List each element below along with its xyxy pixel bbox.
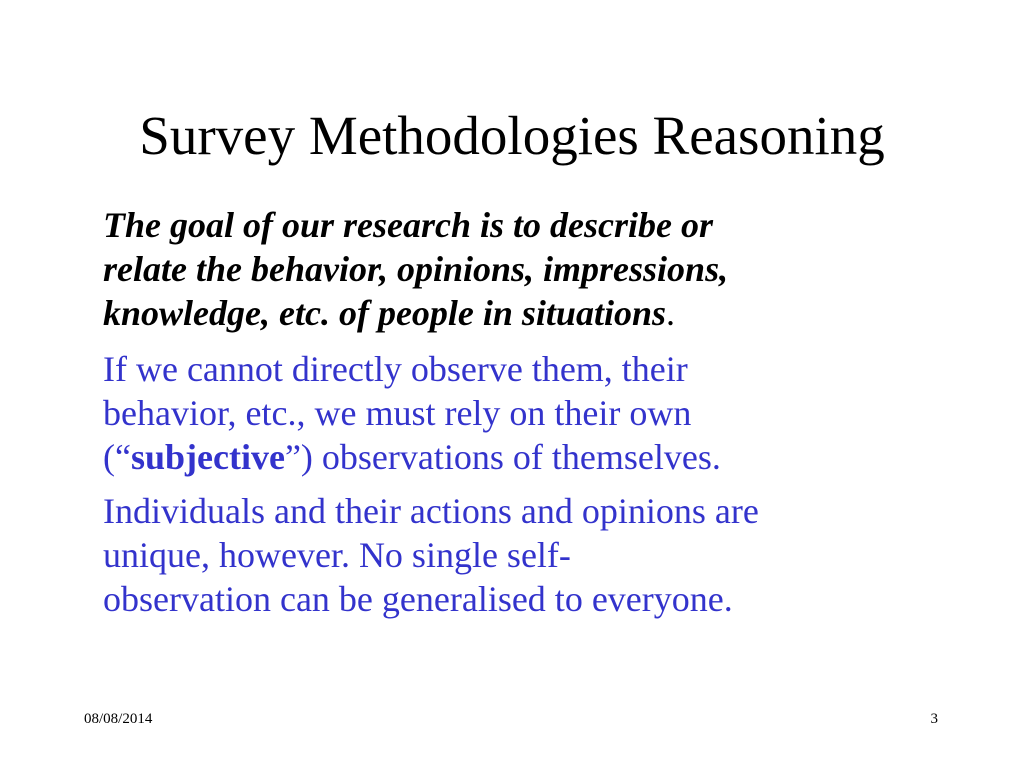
intro-line-3 [103,291,963,335]
observation-line-rest: observations of themselves. [312,437,721,477]
bullet-individuals-line-1: Individuals and their actions and opinions are [103,491,759,531]
slide-body [103,203,963,631]
intro-line-1: The goal of our research is to describe or [103,205,713,245]
bullet-individuals [103,489,963,621]
intro-line-3-text: knowledge, etc. of people in situations [103,293,666,333]
intro-paragraph [103,203,963,335]
bullet-individuals-line-3: observation can be generalised to everyone. [103,579,733,619]
slide-title: Survey Methodologies Reasoning [139,105,885,166]
bullet-individuals-line-2: unique, however. No single self- [103,535,571,575]
bullet-observation [103,347,963,479]
footer-date: 08/08/2014 [84,711,153,727]
bullet-observation-line-1: If we cannot directly observe them, their [103,349,688,389]
page-number: 3 [930,711,938,727]
intro-line-2: relate the behavior, opinions, impressions, [103,249,729,289]
intro-end-punct: . [666,293,675,333]
bullet-observation-line-3 [103,435,963,479]
subjective-emphasis: subjective [130,437,285,477]
close-quote: ”) [284,437,313,477]
open-quote: (“ [103,437,131,477]
bullet-observation-line-2: behavior, etc., we must rely on their own [103,393,692,433]
